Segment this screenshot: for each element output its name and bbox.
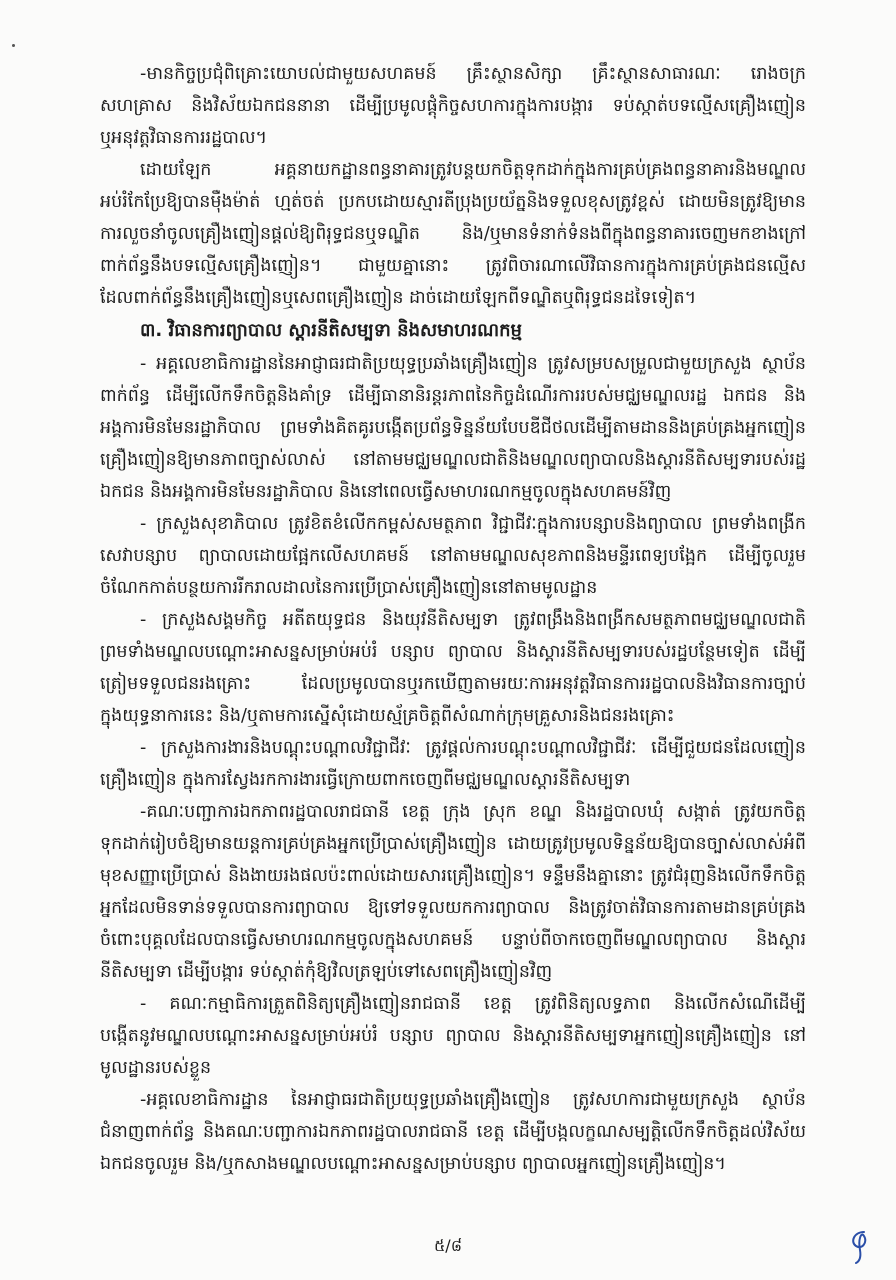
text-line: -គណៈបញ្ជាការឯកភាពរដ្ឋបាលរាជធានី ខេត្ត ក្រុង ស្រុក ខណ្ឌ និងរដ្ឋបាលឃុំ សង្កាត់ ត្រូវយកចិត្ត: [140, 802, 806, 822]
text-line: - ក្រសួងការងារនិងបណ្តុះបណ្តាលវិជ្ជាជីវៈ ត្រូវផ្តល់ការបណ្តុះបណ្តាលវិជ្ជាជីវៈ ដើម្បីជួយជនដែលញៀន: [140, 738, 806, 758]
text-line: ព្រមទាំងមណ្ឌលបណ្តោះអាសន្នសម្រាប់អប់រំ បន្សាប ព្យាបាល និងស្តារនីតិសម្បទារបស់រដ្ឋបន្ថែមទៀត ដើម្បី: [100, 642, 806, 662]
text-line: - អគ្គលេខាធិការដ្ឋាននៃអាជ្ញាធរជាតិប្រយុទ្ធប្រឆាំងគ្រឿងញៀន ត្រូវសម្របសម្រួលជាមួយក្រសួង ស្ថាប័ន: [140, 354, 806, 374]
paragraph-private-sector: [100, 1084, 806, 1180]
text-line: បង្កើតនូវមណ្ឌលបណ្តោះអាសន្នសម្រាប់អប់រំ បន្សាប ព្យាបាល និងស្តារនីតិសម្បទាអ្នកញៀនគ្រឿងញៀន នៅ: [100, 1026, 806, 1046]
text-line: - ក្រសួងសង្គមកិច្ច អតីតយុទ្ធជន និងយុវនីតិសម្បទា ត្រូវពង្រឹងនិងពង្រីកសមត្ថភាពមជ្ឈមណ្ឌលជាតិ: [140, 610, 806, 630]
text-line: ក្នុងយុទ្ធនាការនេះ និង/ឬតាមការស្នើសុំដោយស្ម័គ្រចិត្តពីសំណាក់ក្រុមគ្រួសារនិងជនរងគ្រោះ: [100, 706, 675, 726]
text-line: ឯកជនចូលរួម និង/ឬកសាងមណ្ឌលបណ្តោះអាសន្នសម្រាប់បន្សាប ព្យាបាលអ្នកញៀនគ្រឿងញៀន។: [100, 1154, 726, 1174]
text-line: ចំពោះបុគ្គលដែលបានធ្វើសមាហរណកម្មចូលក្នុងសហគមន៍ បន្ទាប់ពីចាកចេញពីមណ្ឌលព្យាបាល និងស្តារ: [100, 930, 806, 950]
page-number: ៥/៨: [433, 1236, 463, 1255]
text-line: ពាក់ព័ន្ធ ដើម្បីលើកទឹកចិត្តនិងគាំទ្រ ដើម្បីធានានិរន្តរភាពនៃកិច្ចដំណើរការរបស់មជ្ឈមណ្ឌលរដ្ឋ ឯកជន និង: [100, 386, 806, 406]
paragraph-prison-management: [100, 154, 806, 314]
text-line: អប់រំកែប្រែឱ្យបានម៉ឺងម៉ាត់ ហ្មត់ចត់ ប្រកបដោយស្មារតីប្រុងប្រយ័ត្ននិងទទួលខុសត្រូវខ្ពស់ ដោយមិនត្រូវឱ្យមាន: [100, 192, 806, 212]
text-line: ឬអនុវត្តវិធានការរដ្ឋបាល។: [100, 128, 268, 148]
text-line: សេវាបន្សាប ព្យាបាលដោយផ្អែកលើសហគមន៍ នៅតាមមណ្ឌលសុខភាពនិងមន្ទីរពេទ្យបង្អែក ដើម្បីចូលរួម: [100, 546, 806, 566]
text-line: ចំណែកកាត់បន្ថយការរីករាលដាលនៃការប្រើប្រាស់គ្រឿងញៀននៅតាមមូលដ្ឋាន: [100, 578, 598, 598]
text-line: គ្រឿងញៀន ក្នុងការស្វែងរកការងារធ្វើក្រោយពាកចេញពីមជ្ឈមណ្ឌលស្តារនីតិសម្បទា: [100, 770, 631, 790]
section-heading: ៣. វិធានការព្យាបាល ស្តារនីតិសម្បទា និងសមាហរណកម្ម: [140, 320, 522, 341]
text-line: ត្រៀមទទួលជនរងគ្រោះ ដែលប្រមូលបានឬរកឃើញតាមរយៈការអនុវត្តវិធានការរដ្ឋបាលនិងវិធានការច្បាប់: [100, 674, 806, 694]
text-line: -អគ្គលេខាធិការដ្ឋាន នៃអាជ្ញាធរជាតិប្រយុទ្ធប្រឆាំងគ្រឿងញៀន ត្រូវសហការជាមួយក្រសួង ស្ថាប័ន: [140, 1090, 806, 1110]
text-line: អ្នកដែលមិនទាន់ទទួលបានការព្យាបាល ឱ្យទៅទទួលយកការព្យាបាល និងត្រូវចាត់វិធានការតាមដានគ្រប់គ្រង: [100, 898, 806, 918]
text-line: - ក្រសួងសុខាភិបាល ត្រូវខិតខំលើកកម្ពស់សមត្ថភាព វិជ្ជាជីវៈក្នុងការបន្សាបនិងព្យាបាល ព្រមទាំងពង្រីក: [140, 514, 806, 534]
text-line: - គណៈកម្មាធិការត្រួតពិនិត្យគ្រឿងញៀនរាជធានី ខេត្ត ត្រូវពិនិត្យលទ្ធភាព និងលើកសំណើដើម្បី: [140, 994, 806, 1014]
paragraph-social-affairs: [100, 604, 806, 732]
text-line: អង្គការមិនមែនរដ្ឋាភិបាល ព្រមទាំងគិតគូរបង្កើតប្រព័ន្ធទិន្នន័យបែបឌីជីថលដើម្បីតាមដាននិងគ្រប់គ្រងអ្នកញៀន: [100, 418, 806, 438]
text-line: ជំនាញពាក់ព័ន្ធ និងគណៈបញ្ជាការឯកភាពរដ្ឋបាលរាជធានី ខេត្ត ដើម្បីបង្កលក្ខណសម្បត្តិលើកទឹកចិត្តដល់វិស័យ: [100, 1122, 806, 1142]
text-line: នីតិសម្បទា ដើម្បីបង្ការ ទប់ស្កាត់កុំឱ្យវិលត្រឡប់ទៅសេពគ្រឿងញៀនវិញ: [100, 962, 553, 982]
paragraph-consultation: [100, 58, 806, 154]
paragraph-labour-ministry: [100, 732, 806, 796]
text-line: មុខសញ្ញាប្រើប្រាស់ និងងាយរងផលប៉ះពាល់ដោយសារគ្រឿងញៀន។ ទន្ទឹមនឹងគ្នានោះ ត្រូវជំរុញនិងលើកទឹកចិត្ត: [100, 866, 806, 886]
text-line: ដោយឡែក អគ្គនាយកដ្ឋានពន្ធនាគារត្រូវបន្តយកចិត្តទុកដាក់ក្នុងការគ្រប់គ្រងពន្ធនាគារនិងមណ្ឌល: [140, 160, 806, 180]
text-line: គ្រឿងញៀនឱ្យមានភាពច្បាស់លាស់ នៅតាមមជ្ឈមណ្ឌលជាតិនិងមណ្ឌលព្យាបាលនិងស្តារនីតិសម្បទារបស់រដ្ឋ: [100, 450, 806, 470]
text-line: ឯកជន និងអង្គការមិនមែនរដ្ឋាភិបាល និងនៅពេលធ្វើសមាហរណកម្មចូលក្នុងសហគមន៍វិញ: [100, 482, 672, 502]
text-line: មូលដ្ឋានរបស់ខ្លួន: [100, 1058, 212, 1078]
paragraph-drug-control-committee: [100, 988, 806, 1084]
text-line: ការលួចនាំចូលគ្រឿងញៀនផ្តល់ឱ្យពិរុទ្ធជនឬទណ្ឌិត និង/ឬមានទំនាក់ទំនងពីក្នុងពន្ធនាគារចេញមកខាងក្រៅ: [100, 224, 806, 244]
document-body: [100, 58, 806, 1180]
scan-speck: [12, 44, 15, 47]
handwritten-initial-icon: [844, 1228, 876, 1266]
text-line: ពាក់ព័ន្ធនឹងបទល្មើសគ្រឿងញៀន។ ជាមួយគ្នានោះ ត្រូវពិចារណាលើវិធានការក្នុងការគ្រប់គ្រងជនល្មើស: [100, 256, 806, 276]
text-line: ទុកដាក់រៀបចំឱ្យមានយន្តការគ្រប់គ្រងអ្នកប្រើប្រាស់គ្រឿងញៀន ដោយត្រូវប្រមូលទិន្នន័យឱ្យបានច្បាស់លាស់អំពី: [100, 834, 806, 854]
text-line: ដែលពាក់ព័ន្ធនឹងគ្រឿងញៀនឬសេពគ្រឿងញៀន ដាច់ដោយឡែកពីទណ្ឌិតឬពិរុទ្ធជនដទៃទៀត។: [100, 288, 697, 308]
text-line: សហគ្រាស និងវិស័យឯកជននានា ដើម្បីប្រមូលផ្តុំកិច្ចសហការក្នុងការបង្ការ ទប់ស្កាត់បទល្មើសគ្រឿងញៀន: [100, 96, 806, 116]
text-line: -មានកិច្ចប្រជុំពិគ្រោះយោបល់ជាមួយសហគមន៍ គ្រឹះស្ថានសិក្សា គ្រឹះស្ថានសាធារណៈ រោងចក្រ: [140, 64, 806, 84]
paragraph-unified-command: [100, 796, 806, 988]
paragraph-secretariat: [100, 348, 806, 508]
paragraph-health-ministry: [100, 508, 806, 604]
